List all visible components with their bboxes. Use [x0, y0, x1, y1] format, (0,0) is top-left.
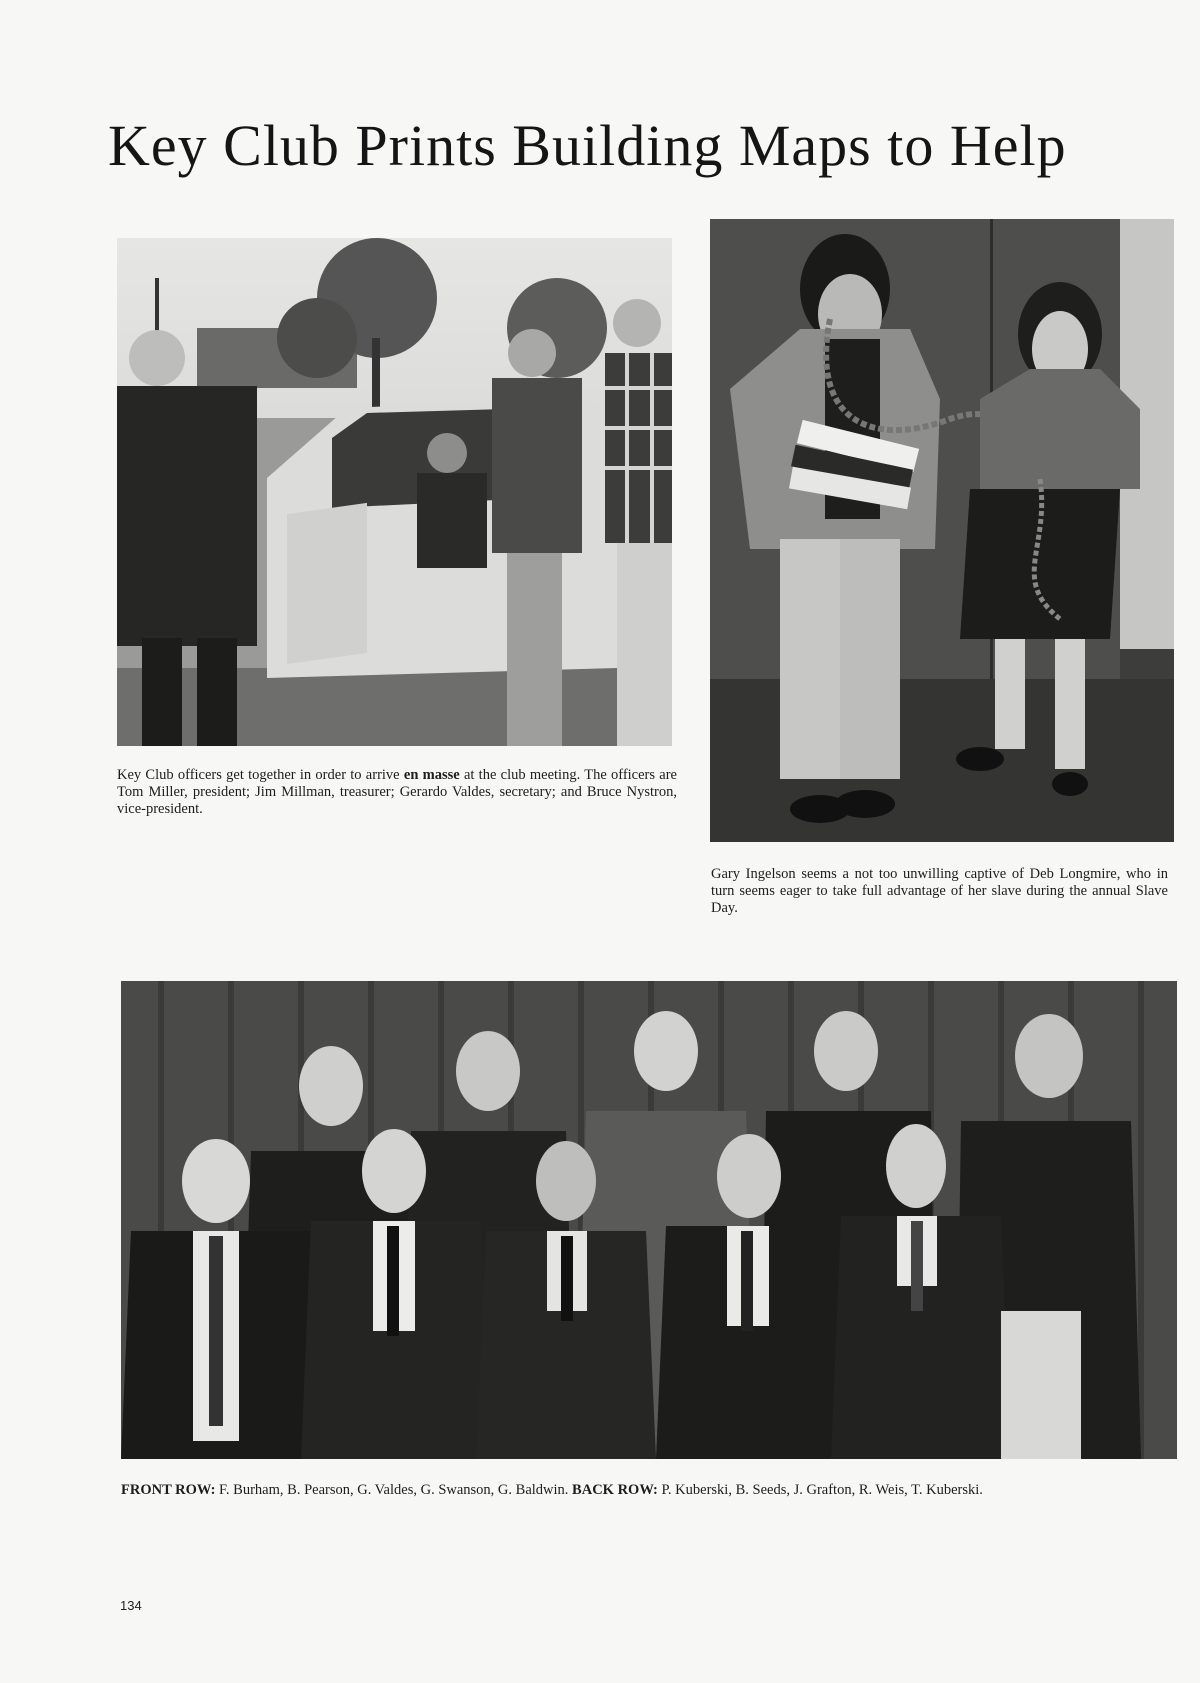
caption-slave-day: Gary Ingelson seems a not too unwilling captive of Deb Longmire, who in turn seems eager to take full advantage of her slave during the annual Slave Day. — [711, 866, 1168, 916]
photo-slave-day — [710, 219, 1174, 842]
caption-emphasis: en masse — [403, 767, 460, 783]
front-row-label: FRONT ROW: — [121, 1482, 216, 1498]
back-row-names: P. Kuberski, B. Seeds, J. Grafton, R. Weis, T. Kuberski. — [657, 1482, 983, 1498]
front-row-names: F. Burham, B. Pearson, G. Valdes, G. Swanson, G. Baldwin. — [215, 1482, 573, 1498]
page-headline: Key Club Prints Building Maps to Help — [108, 113, 1067, 178]
caption-group-roster — [121, 1481, 1178, 1499]
photo-key-club-group — [121, 981, 1177, 1459]
page-number: 134 — [120, 1598, 142, 1613]
caption-officers-car: Key Club officers get together in order to arrive en masse at the club meeting. The officers are Tom Miller, president; Jim Millman, treasurer; Gerardo Valdes, secretary; and Bruce Nystron, vice-president. — [117, 767, 677, 817]
photo-officers-car — [117, 238, 672, 746]
back-row-label: BACK ROW: — [572, 1482, 658, 1498]
